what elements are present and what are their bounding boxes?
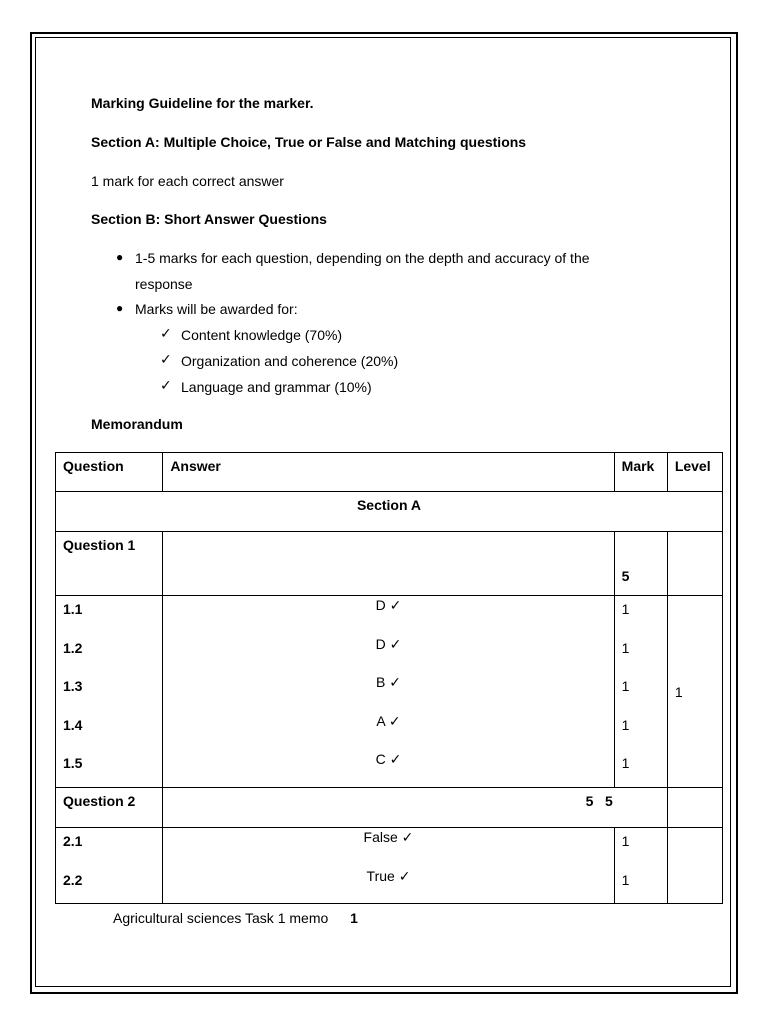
header-question: Question bbox=[56, 453, 163, 492]
question-1-total: 5 bbox=[614, 532, 667, 596]
item-number: 1.2 bbox=[63, 639, 83, 656]
mark: 1 bbox=[621, 716, 630, 733]
criterion-organization: Organization and coherence (20%) bbox=[181, 353, 399, 369]
question-2-level-cell bbox=[667, 788, 722, 828]
guideline-title: Marking Guideline for the marker. bbox=[91, 95, 314, 111]
mark: 1 bbox=[621, 639, 630, 656]
mark: 1 bbox=[621, 601, 630, 617]
header-mark: Mark bbox=[614, 453, 667, 492]
answer: D ✓ bbox=[375, 635, 402, 652]
header-level: Level bbox=[667, 453, 722, 492]
mark: 1 bbox=[621, 678, 630, 694]
item-number: 1.1 bbox=[63, 601, 83, 617]
question-2-row bbox=[56, 788, 723, 828]
question-1-level: 1 bbox=[667, 596, 722, 788]
question-1-items-row bbox=[56, 596, 723, 788]
mark: 1 bbox=[621, 871, 630, 888]
item-number: 2.2 bbox=[63, 871, 83, 888]
question-1-marks bbox=[614, 596, 667, 788]
question-2-items-row bbox=[56, 828, 723, 904]
mark: 1 bbox=[621, 755, 630, 771]
section-a-rule: 1 mark for each correct answer bbox=[91, 173, 284, 189]
answer: True ✓ bbox=[366, 867, 411, 884]
question-2-total: 5 5 bbox=[163, 788, 668, 828]
answer: B ✓ bbox=[376, 674, 401, 690]
item-number: 1.3 bbox=[63, 678, 83, 694]
question-1-items bbox=[56, 596, 163, 788]
bullet-dot: ● bbox=[116, 250, 124, 264]
answer: C ✓ bbox=[375, 751, 402, 767]
mark: 1 bbox=[621, 833, 630, 849]
section-a-heading: Section A: Multiple Choice, True or False and Matching questions bbox=[91, 134, 527, 150]
answer: False ✓ bbox=[363, 829, 414, 845]
footer-text: Agricultural sciences Task 1 memo bbox=[113, 910, 329, 926]
check-icon: ✓ bbox=[160, 377, 172, 393]
question-1-row bbox=[56, 532, 723, 596]
memorandum-heading: Memorandum bbox=[91, 416, 183, 432]
bullet-2-line1: Marks will be awarded for: bbox=[135, 301, 298, 317]
criterion-language: Language and grammar (10%) bbox=[181, 379, 372, 395]
question-2-marks bbox=[614, 828, 667, 904]
check-icon: ✓ bbox=[160, 325, 172, 341]
criterion-content: Content knowledge (70%) bbox=[181, 327, 343, 343]
item-number: 1.5 bbox=[63, 755, 83, 771]
question-1-answer-cell bbox=[163, 532, 614, 596]
answer: A ✓ bbox=[376, 712, 401, 729]
bullet-1-line2: response bbox=[135, 276, 193, 292]
question-2-label: Question 2 bbox=[56, 788, 163, 828]
bullet-1-line1: 1-5 marks for each question, depending on the depth and accuracy of the bbox=[135, 250, 590, 266]
question-2-level-cell bbox=[667, 828, 722, 904]
question-2-answers bbox=[163, 828, 614, 904]
question-1-answers bbox=[163, 596, 614, 788]
check-icon: ✓ bbox=[160, 351, 172, 367]
answer: D ✓ bbox=[375, 597, 402, 613]
page-footer bbox=[113, 910, 358, 926]
section-b-heading: Section B: Short Answer Questions bbox=[91, 211, 327, 227]
header-answer: Answer bbox=[163, 453, 614, 492]
question-2-items bbox=[56, 828, 163, 904]
item-number: 2.1 bbox=[63, 833, 83, 849]
question-1-level-cell bbox=[667, 532, 722, 596]
bullet-dot: ● bbox=[116, 301, 124, 315]
page-number: 1 bbox=[350, 910, 358, 926]
section-a-label: Section A bbox=[56, 492, 723, 532]
section-a-row bbox=[56, 492, 723, 532]
question-1-label: Question 1 bbox=[56, 532, 163, 596]
item-number: 1.4 bbox=[63, 716, 83, 733]
memorandum-table bbox=[55, 452, 723, 904]
table-header-row bbox=[56, 453, 723, 492]
